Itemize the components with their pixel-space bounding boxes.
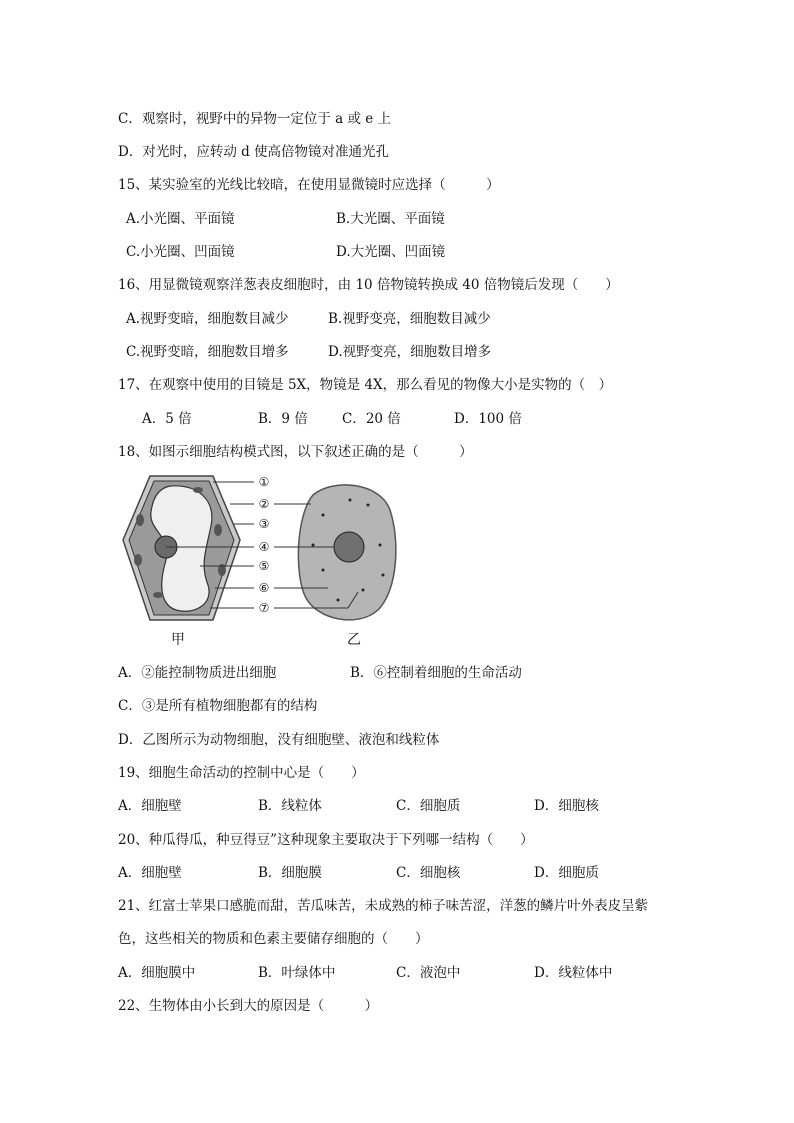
q19-stem: 19、细胞生命活动的控制中心是（ ）: [118, 765, 365, 781]
q18-stem: 18、如图示细胞结构模式图，以下叙述正确的是（ ）: [118, 444, 473, 460]
q18-option-b: B．⑥控制着细胞的生命活动: [350, 665, 522, 681]
caption-left: 甲: [171, 632, 185, 648]
q15-option-b: B.大光圈、平面镜: [336, 211, 445, 227]
chloroplast: [153, 592, 163, 598]
q21-option-a: A．细胞膜中: [118, 965, 196, 981]
q17-option-b: B．9 倍: [258, 411, 308, 427]
chloroplast: [136, 514, 144, 526]
q18-option-d: D．乙图所示为动物细胞，没有细胞壁、液泡和线粒体: [118, 732, 440, 748]
label-5: ⑤: [258, 559, 270, 573]
label-2: ②: [258, 497, 270, 511]
chloroplast: [134, 554, 142, 566]
q21-option-b: B．叶绿体中: [258, 965, 336, 981]
q22-stem: 22、生物体由小长到大的原因是（ ）: [118, 998, 379, 1014]
plant-cell: [123, 476, 240, 620]
animal-nucleus: [334, 532, 364, 562]
q19-option-d: D．细胞核: [534, 798, 599, 814]
q14-option-c: C．观察时，视野中的异物一定位于 a 或 e 上: [118, 111, 392, 127]
q18-option-c: C．③是所有植物细胞都有的结构: [118, 698, 318, 714]
caption-right: 乙: [347, 632, 361, 648]
q17-option-d: D．100 倍: [454, 411, 522, 427]
label-1: ①: [258, 475, 270, 489]
q20-option-c: C．细胞核: [396, 865, 461, 881]
q17-option-a: A．5 倍: [142, 411, 192, 427]
chloroplast: [193, 487, 203, 493]
q15-option-c: C.小光圈、凹面镜: [126, 244, 235, 260]
q19-option-a: A．细胞壁: [118, 798, 182, 814]
q18-option-a: A．②能控制物质进出细胞: [118, 665, 277, 681]
q14-option-d: D．对光时，应转动 d 使高倍物镜对准通光孔: [118, 144, 390, 160]
q16-option-a: A.视野变暗，细胞数目减少: [126, 311, 289, 327]
q16-option-d: D.视野变亮，细胞数目增多: [328, 344, 492, 360]
q17-stem: 17、在观察中使用的目镜是 5X，物镜是 4X，那么看见的物像大小是实物的（ ）: [118, 377, 613, 393]
q20-stem: 20、种瓜得瓜，种豆得豆”这种现象主要取决于下列哪一结构（ ）: [118, 832, 534, 848]
label-6: ⑥: [258, 581, 270, 595]
q15-option-a: A.小光圈、平面镜: [126, 211, 235, 227]
animal-cell: [298, 485, 396, 620]
q15-stem: 15、某实验室的光线比较暗，在使用显微镜时应选择（ ）: [118, 177, 500, 193]
label-7: ⑦: [258, 601, 270, 615]
label-4: ④: [258, 540, 270, 554]
q16-option-b: B.视野变亮，细胞数目减少: [328, 311, 491, 327]
q19-option-b: B．线粒体: [258, 798, 322, 814]
q16-stem: 16、用显微镜观察洋葱表皮细胞时，由 10 倍物镜转换成 40 倍物镜后发现（ ）: [118, 277, 619, 293]
q21-stem-line1: 21、红富士苹果口感脆而甜，苦瓜味苦，未成熟的柿子味苦涩，洋葱的鳞片叶外表皮呈紫: [118, 898, 649, 914]
q21-option-c: C．液泡中: [396, 965, 461, 981]
q19-option-c: C．细胞质: [396, 798, 461, 814]
cell-structure-diagram: [118, 470, 418, 650]
label-3: ③: [258, 517, 270, 531]
q20-option-b: B．细胞膜: [258, 865, 322, 881]
q20-option-d: D．细胞质: [534, 865, 599, 881]
q21-option-d: D．线粒体中: [534, 965, 613, 981]
q16-option-c: C.视野变暗，细胞数目增多: [126, 344, 289, 360]
q20-option-a: A．细胞壁: [118, 865, 182, 881]
q15-option-d: D.大光圈、凹面镜: [336, 244, 446, 260]
chloroplast: [214, 524, 222, 536]
q17-option-c: C．20 倍: [342, 411, 401, 427]
q21-stem-line2: 色，这些相关的物质和色素主要储存细胞的（ ）: [118, 931, 429, 947]
